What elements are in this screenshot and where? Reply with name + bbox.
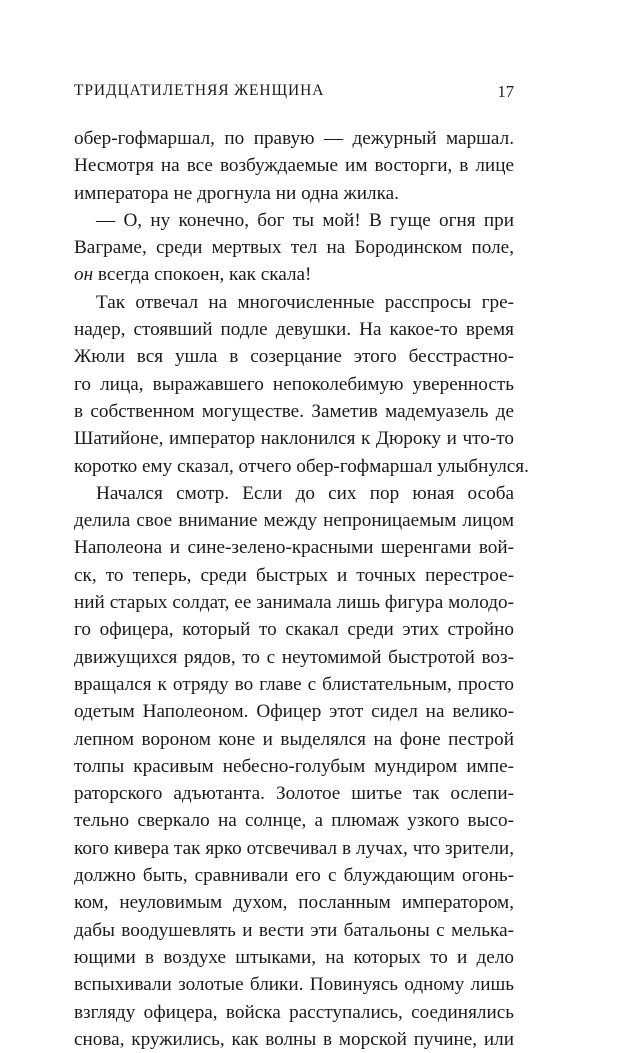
text-line: дабы воодушевлять и вести эти батальоны с мелька- <box>74 919 514 941</box>
running-header <box>74 82 514 106</box>
text-line: в собственном могуществе. Заметив мадемуазель де <box>74 400 514 422</box>
text-line: Наполеона и сине-зелено-красными шеренгами вой- <box>74 537 514 559</box>
dialogue-line <box>74 261 514 288</box>
paragraph-first-line: Так отвечал на многочисленные расспросы гре- <box>96 291 514 313</box>
text-line: Жюли вся ушла в созерцание этого бесстрастно- <box>74 346 514 368</box>
text-line: ющими в воздухе штыками, на которых то и дело <box>74 946 514 968</box>
text-line: вспыхивали золотые блики. Повинуясь одному лишь <box>74 974 514 996</box>
text-line: движущихся рядов, то с неутомимой быстротой воз- <box>74 646 514 668</box>
text-line: делила свое внимание между непроницаемым лицом <box>74 510 514 532</box>
text-line: Шатийоне, император наклонился к Дюроку и что-то <box>74 428 514 450</box>
text-line: коротко ему сказал, отчего обер-гофмаршал улыбнулся. <box>74 455 529 477</box>
book-title: ТРИДЦАТИЛЕТНЯЯ ЖЕНЩИНА <box>74 82 325 99</box>
text-line: надер, стоявший подле девушки. На какое-то время <box>74 319 514 341</box>
text-line: одетым Наполеоном. Офицер этот сидел на велико- <box>74 701 514 723</box>
text-line: раторского адъютанта. Золотое шитье так ослепи- <box>74 783 514 805</box>
text-line: ск, то теперь, среди быстрых и точных перестрое- <box>74 564 514 586</box>
text-line: императора не дрогнула ни одна жилка. <box>74 182 399 204</box>
dialogue-line: — О, ну конечно, бог ты мой! В гуще огня при <box>96 209 514 231</box>
text-line: Начался смотр. Если до сих пор юная особа <box>96 482 514 504</box>
text-line: взгляду офицера, войска расступались, соединялись <box>74 1001 514 1023</box>
text-line: го лица, выражавшего непоколебимую уверенность <box>74 373 514 395</box>
page-number: 17 <box>497 82 514 101</box>
text-line: лепном вороном коне и выделялся на фоне пестрой <box>74 728 514 750</box>
text-line: ний старых солдат, ее занимала лишь фигура молодо- <box>74 592 514 614</box>
text-line: го офицера, который то скакал среди этих стройно <box>74 619 514 641</box>
text-line: должно быть, сравнивали его с блуждающим огонь- <box>74 865 514 887</box>
text-line: Несмотря на все возбуждаемые им восторги, в лице <box>74 155 514 177</box>
line-rest: всегда спокоен, как скала! <box>93 264 312 286</box>
italic-word: он <box>74 264 94 286</box>
text-line: обер-гофмаршал, по правую — дежурный маршал. <box>74 128 514 149</box>
text-line: вращался к отряду во главе с блистательным, просто <box>74 673 514 695</box>
dialogue-line: Ваграме, среди мертвых тел на Бородинском поле, <box>74 237 514 259</box>
text-line: снова, кружились, как волны в морской пучине, или <box>74 1028 514 1050</box>
text-line: толпы красивым небесно-голубым мундиром импе- <box>74 755 514 777</box>
text-line: ком, неуловимым духом, посланным императором, <box>74 892 514 914</box>
text-line: кого кивера так ярко отсвечивал в лучах, что зрители, <box>74 837 514 859</box>
text-line: тельно сверкало на солнце, а плюмаж узкого высо- <box>74 810 514 832</box>
body-text <box>74 125 529 1053</box>
